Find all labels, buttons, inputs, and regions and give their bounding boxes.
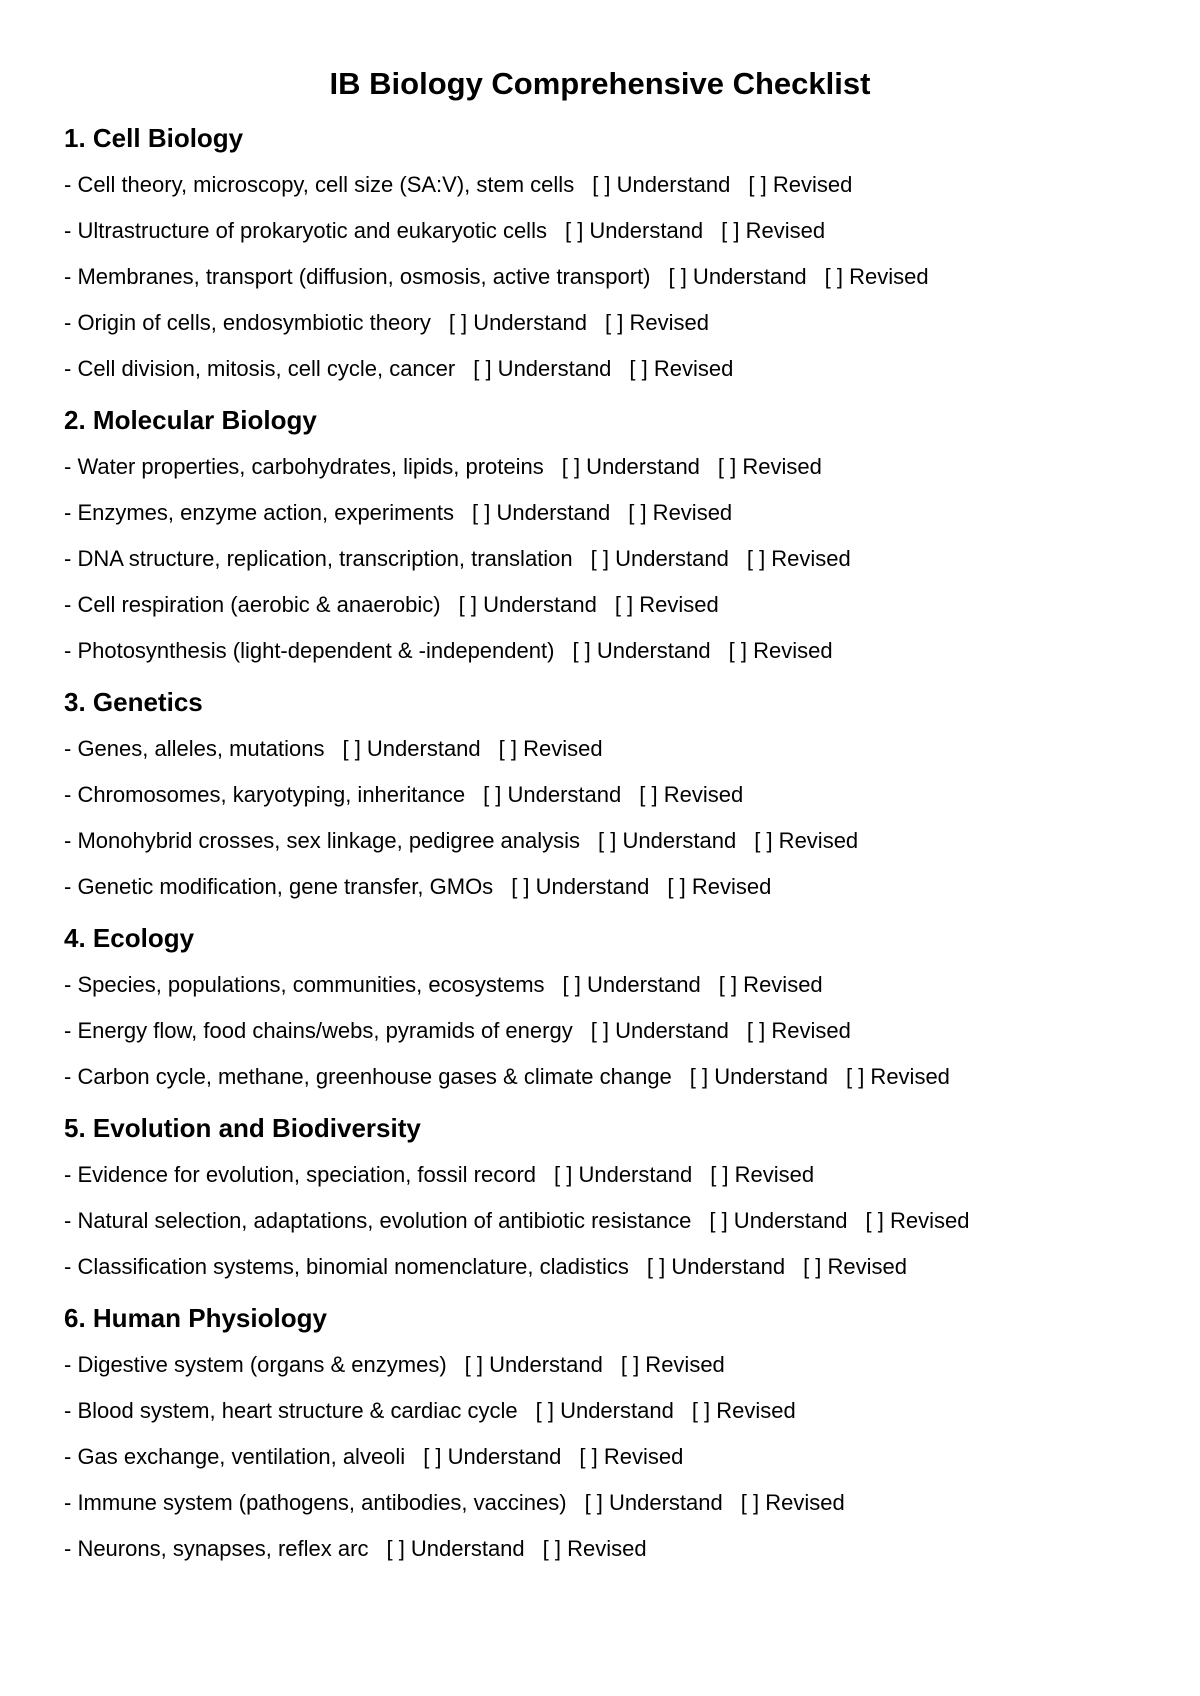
- understand-checkbox[interactable]: [ ] Understand: [554, 1162, 693, 1187]
- item-topic-text: - Membranes, transport (diffusion, osmosis, active transport): [64, 264, 651, 289]
- item-topic-text: - Genes, alleles, mutations: [64, 736, 325, 761]
- understand-checkbox[interactable]: [ ] Understand: [709, 1208, 848, 1233]
- understand-checkbox[interactable]: [ ] Understand: [584, 1490, 723, 1515]
- understand-checkbox[interactable]: [ ] Understand: [562, 972, 701, 997]
- understand-checkbox[interactable]: [ ] Understand: [689, 1064, 828, 1089]
- sections-container: [64, 120, 1200, 1572]
- item-topic-text: - Immune system (pathogens, antibodies, vaccines): [64, 1490, 567, 1515]
- item-topic-text: - Neurons, synapses, reflex arc: [64, 1536, 369, 1561]
- item-topic-text: - Water properties, carbohydrates, lipids, proteins: [64, 454, 544, 479]
- item-topic-text: - Photosynthesis (light-dependent & -independent): [64, 638, 555, 663]
- checklist-item: [64, 346, 1200, 392]
- understand-checkbox[interactable]: [ ] Understand: [511, 874, 650, 899]
- understand-checkbox[interactable]: [ ] Understand: [483, 782, 622, 807]
- checklist-item: [64, 490, 1200, 536]
- section-item-list: [64, 962, 1200, 1100]
- checklist-item: [64, 772, 1200, 818]
- understand-checkbox[interactable]: [ ] Understand: [472, 500, 611, 525]
- understand-checkbox[interactable]: [ ] Understand: [590, 546, 729, 571]
- item-topic-text: - Ultrastructure of prokaryotic and eukaryotic cells: [64, 218, 547, 243]
- item-topic-text: - Gas exchange, ventilation, alveoli: [64, 1444, 406, 1469]
- checklist-item: [64, 628, 1200, 674]
- section-item-list: [64, 1342, 1200, 1572]
- revised-checkbox[interactable]: [ ] Revised: [803, 1254, 907, 1279]
- item-topic-text: - Cell respiration (aerobic & anaerobic): [64, 592, 441, 617]
- checklist-item: [64, 536, 1200, 582]
- checklist-section: [64, 1300, 1200, 1572]
- item-topic-text: - Carbon cycle, methane, greenhouse gases & climate change: [64, 1064, 672, 1089]
- checklist-item: [64, 1244, 1200, 1290]
- checklist-item: [64, 582, 1200, 628]
- checklist-section: [64, 402, 1200, 674]
- item-topic-text: - Genetic modification, gene transfer, GMOs: [64, 874, 494, 899]
- revised-checkbox[interactable]: [ ] Revised: [748, 172, 853, 197]
- section-item-list: [64, 1152, 1200, 1290]
- checklist-item: [64, 208, 1200, 254]
- revised-checkbox[interactable]: [ ] Revised: [717, 454, 822, 479]
- understand-checkbox[interactable]: [ ] Understand: [464, 1352, 603, 1377]
- understand-checkbox[interactable]: [ ] Understand: [386, 1536, 525, 1561]
- revised-checkbox[interactable]: [ ] Revised: [628, 500, 733, 525]
- checklist-item: [64, 1526, 1200, 1572]
- understand-checkbox[interactable]: [ ] Understand: [448, 310, 588, 335]
- checklist-item: [64, 300, 1200, 346]
- understand-checkbox[interactable]: [ ] Understand: [646, 1254, 786, 1279]
- section-title: 3. Genetics: [64, 687, 203, 717]
- revised-checkbox[interactable]: [ ] Revised: [579, 1444, 684, 1469]
- checklist-item: [64, 1342, 1200, 1388]
- understand-checkbox[interactable]: [ ] Understand: [590, 1018, 729, 1043]
- understand-checkbox[interactable]: [ ] Understand: [473, 356, 612, 381]
- item-topic-text: - DNA structure, replication, transcription, translation: [64, 546, 573, 571]
- checklist-item: [64, 864, 1200, 910]
- checklist-item: [64, 1198, 1200, 1244]
- revised-checkbox[interactable]: [ ] Revised: [865, 1208, 970, 1233]
- checklist-section: [64, 920, 1200, 1100]
- revised-checkbox[interactable]: [ ] Revised: [746, 546, 851, 571]
- item-topic-text: - Energy flow, food chains/webs, pyramids of energy: [64, 1018, 573, 1043]
- checklist-section: [64, 1110, 1200, 1290]
- item-topic-text: - Cell theory, microscopy, cell size (SA:V), stem cells: [64, 172, 575, 197]
- item-topic-text: - Digestive system (organs & enzymes): [64, 1352, 447, 1377]
- item-topic-text: - Enzymes, enzyme action, experiments: [64, 500, 455, 525]
- section-item-list: [64, 162, 1200, 392]
- checklist-item: [64, 1054, 1200, 1100]
- revised-checkbox[interactable]: [ ] Revised: [740, 1490, 845, 1515]
- understand-checkbox[interactable]: [ ] Understand: [564, 218, 704, 243]
- revised-checkbox[interactable]: [ ] Revised: [498, 736, 603, 761]
- item-topic-text: - Species, populations, communities, ecosystems: [64, 972, 545, 997]
- understand-checkbox[interactable]: [ ] Understand: [535, 1398, 674, 1423]
- checklist-item: [64, 444, 1200, 490]
- item-topic-text: - Cell division, mitosis, cell cycle, cancer: [64, 356, 456, 381]
- section-title: 4. Ecology: [64, 923, 195, 953]
- revised-checkbox[interactable]: [ ] Revised: [667, 874, 772, 899]
- revised-checkbox[interactable]: [ ] Revised: [614, 592, 719, 617]
- checklist-item: [64, 1480, 1200, 1526]
- section-title: 2. Molecular Biology: [64, 405, 317, 435]
- item-topic-text: - Monohybrid crosses, sex linkage, pedigree analysis: [64, 828, 581, 853]
- understand-checkbox[interactable]: [ ] Understand: [592, 172, 731, 197]
- revised-checkbox[interactable]: [ ] Revised: [639, 782, 744, 807]
- revised-checkbox[interactable]: [ ] Revised: [824, 264, 929, 289]
- revised-checkbox[interactable]: [ ] Revised: [542, 1536, 647, 1561]
- understand-checkbox[interactable]: [ ] Understand: [668, 264, 807, 289]
- understand-checkbox[interactable]: [ ] Understand: [561, 454, 700, 479]
- checklist-section: [64, 684, 1200, 910]
- checklist-item: [64, 254, 1200, 300]
- checklist-section: [64, 120, 1200, 392]
- revised-checkbox[interactable]: [ ] Revised: [620, 1352, 725, 1377]
- understand-checkbox[interactable]: [ ] Understand: [598, 828, 737, 853]
- document-title: IB Biology Comprehensive Checklist: [329, 66, 871, 101]
- understand-checkbox[interactable]: [ ] Understand: [572, 638, 711, 663]
- checklist-item: [64, 1434, 1200, 1480]
- checklist-item: [64, 1152, 1200, 1198]
- understand-checkbox[interactable]: [ ] Understand: [423, 1444, 562, 1469]
- item-topic-text: - Chromosomes, karyotyping, inheritance: [64, 782, 466, 807]
- revised-checkbox[interactable]: [ ] Revised: [691, 1398, 796, 1423]
- item-topic-text: - Evidence for evolution, speciation, fossil record: [64, 1162, 537, 1187]
- item-topic-text: - Blood system, heart structure & cardiac cycle: [64, 1398, 518, 1423]
- checklist-item: [64, 726, 1200, 772]
- revised-checkbox[interactable]: [ ] Revised: [728, 638, 833, 663]
- item-topic-text: - Natural selection, adaptations, evolution of antibiotic resistance: [64, 1208, 692, 1233]
- revised-checkbox[interactable]: [ ] Revised: [710, 1162, 815, 1187]
- checklist-item: [64, 962, 1200, 1008]
- revised-checkbox[interactable]: [ ] Revised: [746, 1018, 851, 1043]
- section-item-list: [64, 444, 1200, 674]
- revised-checkbox[interactable]: [ ] Revised: [754, 828, 859, 853]
- revised-checkbox[interactable]: [ ] Revised: [605, 310, 709, 335]
- understand-checkbox[interactable]: [ ] Understand: [342, 736, 481, 761]
- revised-checkbox[interactable]: [ ] Revised: [845, 1064, 950, 1089]
- checklist-item: [64, 1008, 1200, 1054]
- checklist-item: [64, 818, 1200, 864]
- checklist-item: [64, 1388, 1200, 1434]
- item-topic-text: - Origin of cells, endosymbiotic theory: [64, 310, 431, 335]
- item-topic-text: - Classification systems, binomial nomenclature, cladistics: [64, 1254, 629, 1279]
- section-title: 5. Evolution and Biodiversity: [64, 1113, 421, 1143]
- revised-checkbox[interactable]: [ ] Revised: [718, 972, 823, 997]
- section-item-list: [64, 726, 1200, 910]
- section-title: 1. Cell Biology: [64, 123, 244, 153]
- section-title: 6. Human Physiology: [64, 1303, 327, 1333]
- revised-checkbox[interactable]: [ ] Revised: [721, 218, 826, 243]
- understand-checkbox[interactable]: [ ] Understand: [458, 592, 597, 617]
- revised-checkbox[interactable]: [ ] Revised: [629, 356, 734, 381]
- checklist-item: [64, 162, 1200, 208]
